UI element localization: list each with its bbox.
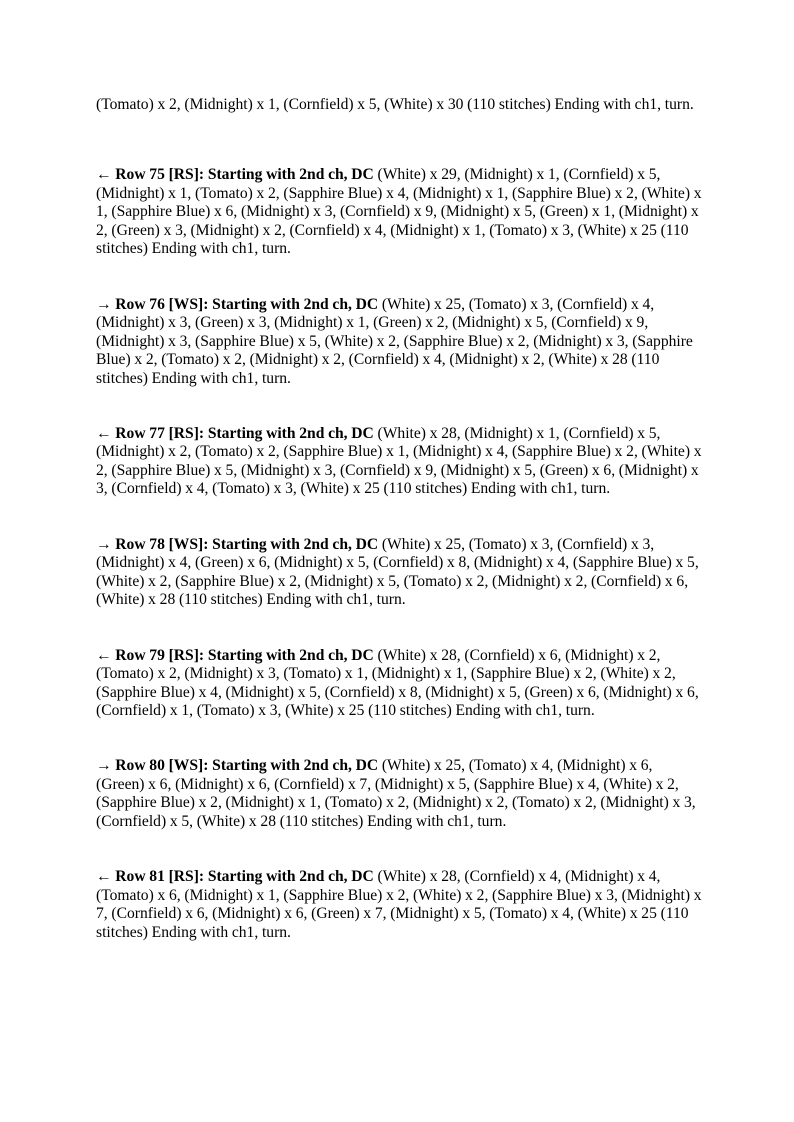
paragraph-spacer — [96, 499, 704, 536]
row-78-instruction — [96, 536, 704, 610]
row-heading: ← Row 75 [RS]: Starting with 2nd ch, DC — [96, 166, 374, 184]
row-heading: ← Row 77 [RS]: Starting with 2nd ch, DC — [96, 424, 374, 442]
row-body: (White) x 28, (Cornfield) x 6, (Midnight) x 2, (Tomato) x 2, (Midnight) x 3, (Tomato) x 1, (Midnight) x 1, (Sapphire Blue) x 2, (White) x 2, (Sapphire Blue) x 4, (Midnight) x 5, (Cornfield) x 8, (Midnight) x 5, (Green) x 6, (Midnight) x 6, (Cornfield) x 1, (Tomato) x 3, (White) x 25 (110 stitches) Ending with ch1, turn. — [96, 646, 699, 719]
row-heading: → Row 80 [WS]: Starting with 2nd ch, DC — [96, 757, 379, 775]
continuation-text: (Tomato) x 2, (Midnight) x 1, (Cornfield) x 5, (White) x 30 (110 stitches) Ending with ch1, turn. — [96, 96, 694, 113]
row-heading: ← Row 81 [RS]: Starting with 2nd ch, DC — [96, 868, 374, 886]
row-80-instruction — [96, 757, 704, 831]
paragraph-spacer — [96, 720, 704, 757]
paragraph-spacer — [96, 388, 704, 425]
paragraph-spacer — [96, 114, 704, 166]
row-body: (White) x 28, (Cornfield) x 4, (Midnight) x 4, (Tomato) x 6, (Midnight) x 1, (Sapphire Blue) x 2, (White) x 2, (Sapphire Blue) x 3, (Midnight) x 7, (Cornfield) x 6, (Midnight) x 6, (Green) x 7, (Midnight) x 5, (Tomato) x 4, (White) x 25 (110 stitches) Ending with ch1, turn. — [96, 868, 702, 941]
row-body: (White) x 28, (Midnight) x 1, (Cornfield) x 5, (Midnight) x 2, (Tomato) x 2, (Sapphire Blue) x 1, (Midnight) x 4, (Sapphire Blue) x 2, (White) x 2, (Sapphire Blue) x 5, (Midnight) x 3, (Cornfield) x 9, (Midnight) x 5, (Green) x 6, (Midnight) x 3, (Cornfield) x 4, (Tomato) x 3, (White) x 25 (110 stitches) Ending with ch1, turn. — [96, 424, 702, 498]
row-body: (White) x 25, (Tomato) x 4, (Midnight) x 6, (Green) x 6, (Midnight) x 6, (Cornfield) x 7, (Midnight) x 5, (Sapphire Blue) x 4, (White) x 2, (Sapphire Blue) x 2, (Midnight) x 1, (Tomato) x 2, (Midnight) x 2, (Tomato) x 2, (Midnight) x 3, (Cornfield) x 5, (White) x 28 (110 stitches) Ending with ch1, turn. — [96, 757, 696, 830]
row-body: (White) x 29, (Midnight) x 1, (Cornfield) x 5, (Midnight) x 1, (Tomato) x 2, (Sapphire Blue) x 4, (Midnight) x 1, (Sapphire Blue) x 2, (White) x 1, (Sapphire Blue) x 6, (Midnight) x 3, (Cornfield) x 9, (Midnight) x 5, (Green) x 1, (Midnight) x 2, (Green) x 3, (Midnight) x 2, (Cornfield) x 4, (Midnight) x 1, (Tomato) x 3, (White) x 25 (110 stitches) Ending with ch1, turn. — [96, 166, 702, 258]
row-heading: ← Row 79 [RS]: Starting with 2nd ch, DC — [96, 646, 374, 664]
row-77-instruction — [96, 425, 704, 499]
row-81-instruction — [96, 868, 704, 942]
continuation-paragraph — [96, 96, 704, 114]
row-75-instruction — [96, 166, 704, 258]
paragraph-spacer — [96, 259, 704, 296]
row-body: (White) x 25, (Tomato) x 3, (Cornfield) x 3, (Midnight) x 4, (Green) x 6, (Midnight) x 5, (Cornfield) x 8, (Midnight) x 4, (Sapphire Blue) x 5, (White) x 2, (Sapphire Blue) x 2, (Midnight) x 5, (Tomato) x 2, (Midnight) x 2, (Cornfield) x 6, (White) x 28 (110 stitches) Ending with ch1, turn. — [96, 535, 699, 609]
row-heading: → Row 76 [WS]: Starting with 2nd ch, DC — [96, 295, 379, 313]
row-body: (White) x 25, (Tomato) x 3, (Cornfield) x 4, (Midnight) x 3, (Green) x 3, (Midnight) x 1, (Green) x 2, (Midnight) x 5, (Cornfield) x 9, (Midnight) x 3, (Sapphire Blue) x 5, (White) x 2, (Sapphire Blue) x 2, (Midnight) x 3, (Sapphire Blue) x 2, (Tomato) x 2, (Midnight) x 2, (Cornfield) x 4, (Midnight) x 2, (White) x 28 (110 stitches) Ending with ch1, turn. — [96, 295, 693, 387]
row-79-instruction — [96, 647, 704, 721]
paragraph-spacer — [96, 831, 704, 868]
row-76-instruction — [96, 296, 704, 388]
paragraph-spacer — [96, 610, 704, 647]
row-heading: → Row 78 [WS]: Starting with 2nd ch, DC — [96, 535, 379, 553]
